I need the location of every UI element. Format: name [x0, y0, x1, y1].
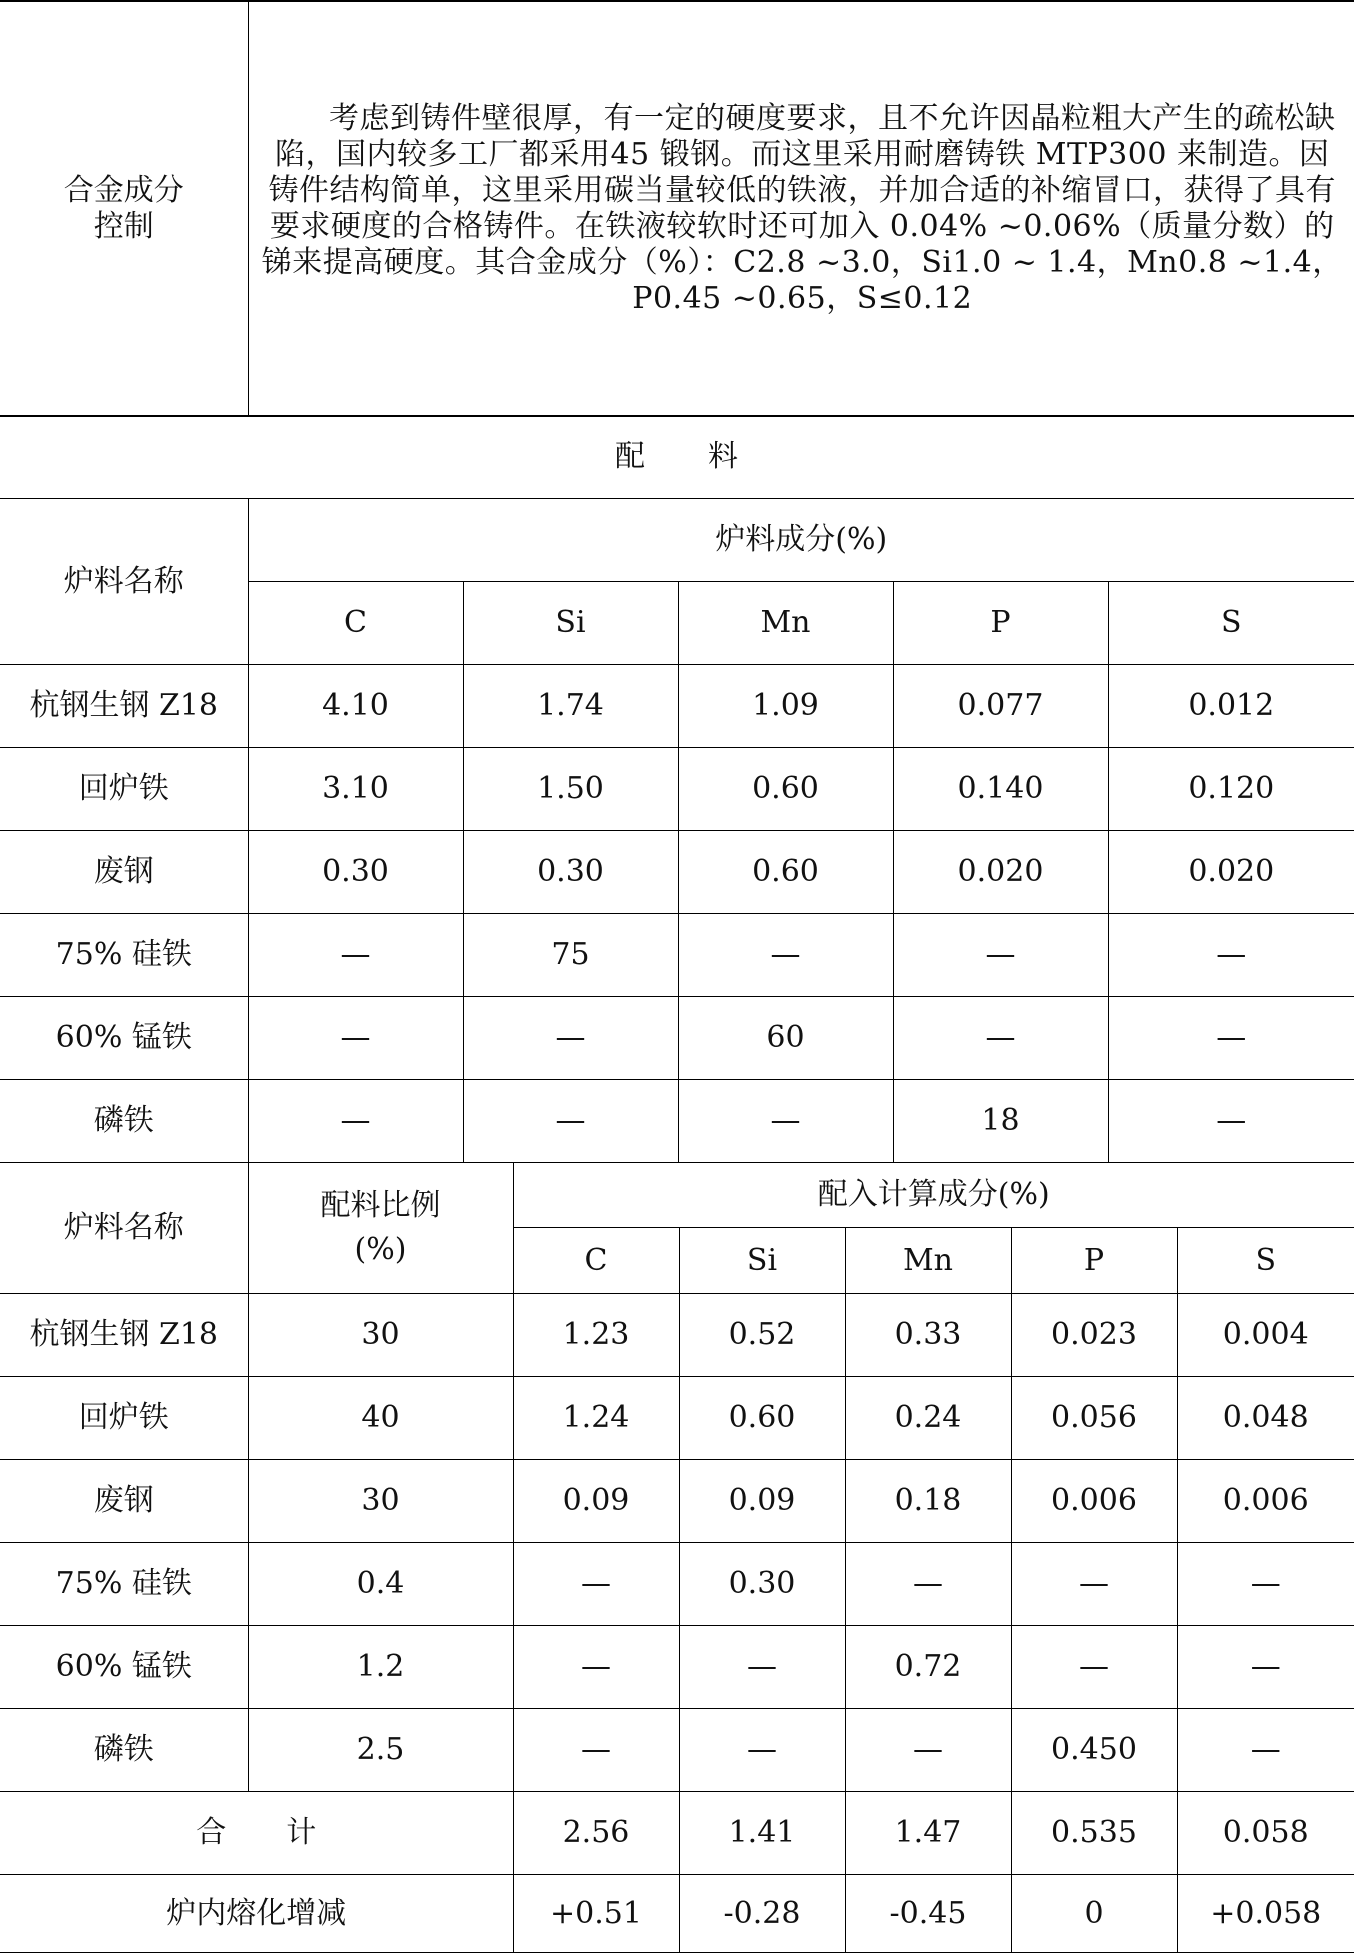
table-row: [0, 1543, 1354, 1626]
table-cell: —: [248, 1080, 463, 1163]
table-cell: 0.52: [679, 1294, 845, 1377]
table-cell: —: [679, 1626, 845, 1709]
element-header-mn: Mn: [678, 582, 893, 665]
table-cell: 0.33: [845, 1294, 1011, 1377]
mix-ratio-header: [248, 1163, 513, 1294]
mix-ratio: 2.5: [248, 1709, 513, 1792]
table-cell: 1.74: [463, 665, 678, 748]
mix-name-header: 炉料名称: [0, 1163, 248, 1294]
total-cell: 1.47: [845, 1792, 1011, 1875]
mix-ratio: 0.4: [248, 1543, 513, 1626]
table-cell: 0.140: [893, 748, 1108, 831]
table-cell: 0.60: [678, 831, 893, 914]
mix-name: 磷铁: [0, 1709, 248, 1792]
charge-comp-header: 炉料成分(%): [248, 499, 1354, 582]
table-cell: 0.30: [248, 831, 463, 914]
table-cell: 0.006: [1177, 1460, 1354, 1543]
total-cell: 0.535: [1011, 1792, 1177, 1875]
table-row: [0, 665, 1354, 748]
table-cell: 0.004: [1177, 1294, 1354, 1377]
alloy-control-table: [0, 0, 1354, 417]
table-cell: 0.60: [678, 748, 893, 831]
table-cell: —: [679, 1709, 845, 1792]
mix-name: 回炉铁: [0, 1377, 248, 1460]
table-cell: 1.23: [513, 1294, 679, 1377]
table-cell: 0.24: [845, 1377, 1011, 1460]
mix-ratio: 30: [248, 1294, 513, 1377]
table-cell: —: [1108, 1080, 1354, 1163]
table-cell: 4.10: [248, 665, 463, 748]
element-header-p: P: [893, 582, 1108, 665]
table-cell: 0.72: [845, 1626, 1011, 1709]
table-cell: 0.09: [513, 1460, 679, 1543]
table-cell: 0.30: [679, 1543, 845, 1626]
alloy-control-label-line2: 控制: [93, 208, 154, 244]
table-cell: —: [678, 914, 893, 997]
table-cell: 0.09: [679, 1460, 845, 1543]
mix-ratio-header-line2: (%): [354, 1232, 407, 1267]
table-cell: —: [248, 914, 463, 997]
table-cell: 0.60: [679, 1377, 845, 1460]
charge-name: 75% 硅铁: [0, 914, 248, 997]
table-cell: 3.10: [248, 748, 463, 831]
table-cell: —: [463, 997, 678, 1080]
table-cell: 0.450: [1011, 1709, 1177, 1792]
mix-ratio: 1.2: [248, 1626, 513, 1709]
table-cell: 0.18: [845, 1460, 1011, 1543]
table-cell: —: [1108, 914, 1354, 997]
mix-ratio-header-line1: 配料比例: [320, 1188, 441, 1223]
table-cell: 1.09: [678, 665, 893, 748]
table-row: [0, 1626, 1354, 1709]
melt-change-cell: -0.45: [845, 1875, 1011, 1953]
table-row: [0, 1294, 1354, 1377]
element-header-p: P: [1011, 1228, 1177, 1294]
table-cell: 0.020: [1108, 831, 1354, 914]
total-row: [0, 1792, 1354, 1875]
table-cell: 0.120: [1108, 748, 1354, 831]
mix-name: 废钢: [0, 1460, 248, 1543]
table-cell: 0.006: [1011, 1460, 1177, 1543]
table-cell: —: [463, 1080, 678, 1163]
table-row: [0, 1460, 1354, 1543]
table-cell: 18: [893, 1080, 1108, 1163]
element-header-s: S: [1177, 1228, 1354, 1294]
element-header-s: S: [1108, 582, 1354, 665]
table-row: [0, 1709, 1354, 1792]
table-cell: —: [845, 1709, 1011, 1792]
mix-name: 60% 锰铁: [0, 1626, 248, 1709]
charge-composition-table: [0, 415, 1354, 1163]
melt-change-cell: -0.28: [679, 1875, 845, 1953]
table-row: [0, 831, 1354, 914]
table-row: [0, 748, 1354, 831]
section-title: 配 料: [0, 416, 1354, 499]
charge-name: 磷铁: [0, 1080, 248, 1163]
table-cell: —: [513, 1626, 679, 1709]
mix-name: 75% 硅铁: [0, 1543, 248, 1626]
table-cell: 0.30: [463, 831, 678, 914]
table-row: [0, 997, 1354, 1080]
total-cell: 2.56: [513, 1792, 679, 1875]
table-cell: —: [1177, 1626, 1354, 1709]
table-cell: —: [513, 1709, 679, 1792]
table-cell: 0.020: [893, 831, 1108, 914]
melt-change-cell: +0.058: [1177, 1875, 1354, 1953]
mix-name: 杭钢生钢 Z18: [0, 1294, 248, 1377]
mix-ratio: 30: [248, 1460, 513, 1543]
table-cell: —: [248, 997, 463, 1080]
charge-name: 废钢: [0, 831, 248, 914]
mix-calc-header: 配入计算成分(%): [513, 1163, 1354, 1228]
table-cell: —: [845, 1543, 1011, 1626]
element-header-si: Si: [463, 582, 678, 665]
alloy-control-label: [0, 1, 248, 416]
charge-name: 60% 锰铁: [0, 997, 248, 1080]
mix-calculation-table: [0, 1162, 1354, 1953]
mix-ratio: 40: [248, 1377, 513, 1460]
element-header-mn: Mn: [845, 1228, 1011, 1294]
table-cell: —: [1108, 997, 1354, 1080]
melt-change-row: [0, 1875, 1354, 1953]
table-cell: —: [893, 914, 1108, 997]
total-cell: 1.41: [679, 1792, 845, 1875]
table-cell: 1.50: [463, 748, 678, 831]
table-cell: —: [1177, 1709, 1354, 1792]
table-cell: 0.077: [893, 665, 1108, 748]
element-header-si: Si: [679, 1228, 845, 1294]
element-header-c: C: [513, 1228, 679, 1294]
table-row: [0, 1080, 1354, 1163]
table-cell: —: [678, 1080, 893, 1163]
melt-change-cell: +0.51: [513, 1875, 679, 1953]
table-cell: 0.056: [1011, 1377, 1177, 1460]
table-cell: —: [1011, 1543, 1177, 1626]
total-label: 合 计: [0, 1792, 513, 1875]
melt-change-label: 炉内熔化增减: [0, 1875, 513, 1953]
alloy-control-text: 考虑到铸件壁很厚，有一定的硬度要求，且不允许因晶粒粗大产生的疏松缺陷，国内较多工厂都采用45 锻钢。而这里采用耐磨铸铁 MTP300 来制造。因铸件结构简单，这里采用碳当量较低的铁液，并加合适的补缩冒口，获得了具有要求硬度的合格铸件。在铁液较软时还可加入 0.04% ~0.06%（质量分数）的锑来提高硬度。其合金成分（%）：C2.8 ~3.0，Si1.0 ~ 1.4，Mn0.8 ~1.4，P0.45 ~0.65，S≤0.12: [261, 100, 1343, 316]
table-cell: —: [1011, 1626, 1177, 1709]
table-cell: 0.012: [1108, 665, 1354, 748]
table-cell: 75: [463, 914, 678, 997]
total-cell: 0.058: [1177, 1792, 1354, 1875]
table-cell: 0.048: [1177, 1377, 1354, 1460]
charge-name-header: 炉料名称: [0, 499, 248, 665]
charge-name: 回炉铁: [0, 748, 248, 831]
charge-name: 杭钢生钢 Z18: [0, 665, 248, 748]
table-cell: 0.023: [1011, 1294, 1177, 1377]
table-cell: 60: [678, 997, 893, 1080]
table-cell: —: [1177, 1543, 1354, 1626]
table-cell: —: [893, 997, 1108, 1080]
melt-change-cell: 0: [1011, 1875, 1177, 1953]
element-header-c: C: [248, 582, 463, 665]
table-row: [0, 1377, 1354, 1460]
alloy-control-text-cell: [248, 1, 1354, 416]
table-cell: 1.24: [513, 1377, 679, 1460]
table-row: [0, 914, 1354, 997]
table-cell: —: [513, 1543, 679, 1626]
alloy-control-label-line1: 合金成分: [63, 172, 184, 208]
